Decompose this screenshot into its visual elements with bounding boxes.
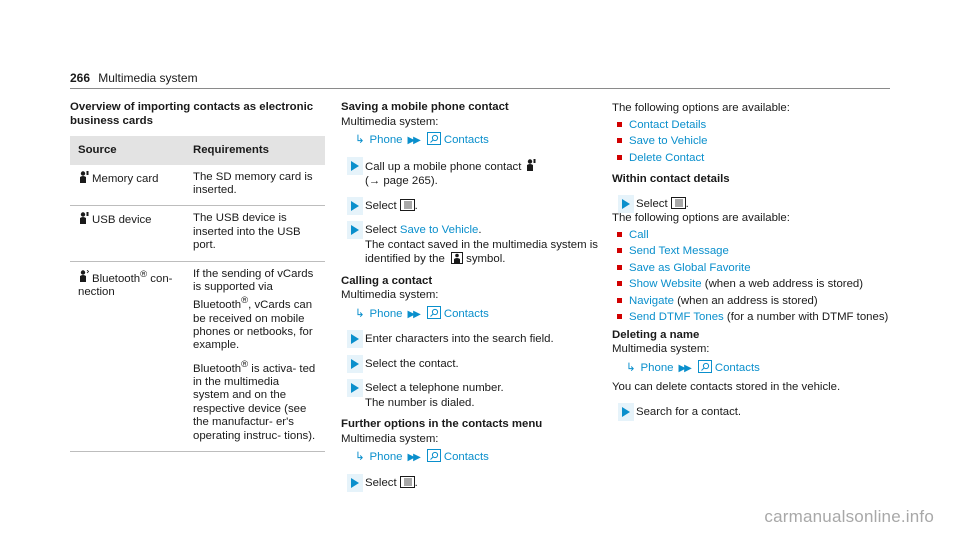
heading-calling-contact: Calling a contact — [341, 274, 433, 287]
nav-path — [341, 306, 601, 323]
col-header-source: Source — [70, 136, 185, 165]
step-arrow-icon — [351, 201, 359, 211]
table-header-row — [70, 136, 325, 165]
list-item: Send DTMF Tones (for a number with DTMF tones) — [612, 310, 892, 325]
step-arrow-icon — [351, 478, 359, 488]
nav-path — [341, 449, 601, 466]
list-item — [612, 134, 892, 149]
step-select-menu: Select . — [341, 476, 601, 491]
list-item — [612, 118, 892, 133]
double-chevron-icon: ▶▶ — [407, 308, 419, 320]
list-item: Navigate (when an address is stored) — [612, 294, 892, 309]
step-arrow-icon — [622, 199, 630, 209]
section-heading-importing: Overview of importing contacts as electronic business cards — [70, 101, 314, 127]
list-item — [612, 228, 892, 243]
option-save-to-vehicle[interactable]: Save to Vehicle — [629, 135, 708, 147]
column-2 — [341, 101, 601, 490]
nav-phone-link[interactable]: Phone — [369, 451, 403, 463]
nav-arrow-icon: ↳ — [626, 361, 636, 374]
step-search-contact: Search for a contact. — [612, 405, 892, 420]
sd-card-person-icon — [78, 171, 89, 183]
list-item — [612, 244, 892, 259]
nav-arrow-icon: ↳ — [355, 307, 365, 320]
table-row — [70, 206, 325, 261]
option-navigate[interactable]: Navigate — [629, 294, 674, 307]
delete-description: You can delete contacts stored in the vehicle. — [612, 381, 841, 393]
column-1 — [70, 101, 325, 452]
step-select-contact: Select the contact. — [341, 357, 601, 372]
phone-contact-icon — [525, 159, 536, 171]
mm-system-label: Multimedia system: — [612, 343, 710, 355]
heading-deleting-name: Deleting a name — [612, 328, 700, 341]
step-arrow-icon — [351, 359, 359, 369]
mm-system-label: Multimedia system: — [341, 289, 439, 301]
mm-system-label: Multimedia system: — [341, 115, 439, 128]
option-send-text[interactable]: Send Text Message — [629, 245, 729, 257]
option-delete-contact[interactable]: Delete Contact — [629, 151, 705, 164]
nav-path — [612, 360, 892, 377]
table-row — [70, 165, 325, 206]
option-call[interactable]: Call — [629, 228, 649, 241]
nav-arrow-icon: ↳ — [355, 134, 365, 146]
list-item — [612, 261, 892, 276]
nav-phone-link[interactable]: Phone — [369, 307, 403, 320]
vehicle-symbol-icon — [451, 252, 463, 264]
options-intro: The following options are available: — [612, 102, 790, 114]
step-arrow-icon — [351, 225, 359, 235]
nav-contacts-link[interactable]: Contacts — [443, 134, 489, 146]
list-item: Show Website (when a web address is stored) — [612, 277, 892, 292]
double-chevron-icon: ▶▶ — [678, 362, 690, 374]
col-header-requirements: Requirements — [185, 136, 325, 165]
heading-further-options: Further options in the contacts menu — [341, 418, 543, 430]
search-icon — [698, 360, 712, 373]
step-arrow-icon — [351, 334, 359, 344]
mm-system-label: Multimedia system: — [341, 432, 439, 445]
options-list — [612, 118, 892, 166]
step-save-to-vehicle: Select Save to Vehicle. The contact saved in the multimedia system is identified by the symbol. — [341, 223, 601, 267]
watermark: carmanualsonline.info — [764, 507, 934, 526]
double-chevron-icon: ▶▶ — [407, 135, 419, 146]
column-3 — [612, 101, 892, 419]
search-icon — [427, 449, 441, 462]
nav-phone-link[interactable]: Phone — [640, 361, 674, 374]
step-call-up-contact: Call up a mobile phone contact (→ page 265). — [341, 159, 601, 189]
page-header — [70, 71, 198, 85]
nav-contacts-link[interactable]: Contacts — [443, 451, 489, 463]
option-show-website[interactable]: Show Website — [629, 278, 702, 290]
step-arrow-icon — [351, 161, 359, 171]
step-arrow-icon — [622, 407, 630, 417]
search-icon — [427, 306, 441, 319]
option-save-favorite[interactable]: Save as Global Favorite — [629, 261, 751, 274]
page-number: 266 — [70, 71, 91, 85]
step-enter-characters: Enter characters into the search field. — [341, 332, 601, 347]
list-item — [612, 151, 892, 166]
save-to-vehicle-link[interactable]: Save to Vehicle — [399, 224, 479, 236]
step-select-number: Select a telephone number. The number is dialed. — [341, 381, 601, 410]
table-row: Bluetooth® con‐ nection If the sending of vCards is supported via Bluetooth®, vCards can be received on mobile phones or netbooks, for example. Bluetooth® is activa‐ ted in the multimedia system and on the respective device (see the manufactur‐ er's operating instruc‐ tions). — [70, 261, 325, 451]
menu-icon — [671, 197, 686, 209]
menu-icon — [400, 476, 415, 488]
req-memory-card: The SD memory card is inserted. — [185, 165, 325, 206]
options-intro: The following options are available: — [612, 212, 790, 224]
requirements-table — [70, 136, 325, 452]
double-chevron-icon: ▶▶ — [407, 452, 419, 463]
step-arrow-icon — [351, 383, 359, 393]
menu-icon — [400, 199, 415, 211]
page-title: Multimedia system — [98, 71, 198, 85]
nav-phone-link[interactable]: Phone — [369, 134, 403, 146]
bluetooth-person-icon — [78, 270, 89, 282]
req-usb: The USB device is inserted into the USB port. — [185, 206, 325, 261]
header-divider — [70, 88, 890, 89]
step-select-menu: Select . — [612, 197, 892, 212]
detail-options-list — [612, 228, 892, 325]
option-send-dtmf[interactable]: Send DTMF Tones — [629, 311, 724, 323]
source-usb: USB device — [92, 214, 152, 227]
nav-contacts-link[interactable]: Contacts — [443, 307, 489, 320]
heading-saving-contact: Saving a mobile phone contact — [341, 101, 509, 113]
source-memory-card: Memory card — [92, 172, 159, 185]
usb-person-icon — [78, 212, 89, 224]
heading-within-details: Within contact details — [612, 173, 730, 185]
nav-contacts-link[interactable]: Contacts — [714, 361, 760, 374]
req-bluetooth: If the sending of vCards is supported via Bluetooth®, vCards can be received on mobile phones or netbooks, for example. Bluetooth® is activa‐ ted in the multimedia system and on the respective device (see the manufactur‐ er's operating instruc‐ tions). — [185, 261, 325, 451]
search-icon — [427, 132, 441, 145]
nav-arrow-icon: ↳ — [355, 451, 365, 463]
option-contact-details[interactable]: Contact Details — [629, 118, 707, 131]
step-select-menu: Select . — [341, 199, 601, 214]
nav-path — [341, 132, 601, 149]
